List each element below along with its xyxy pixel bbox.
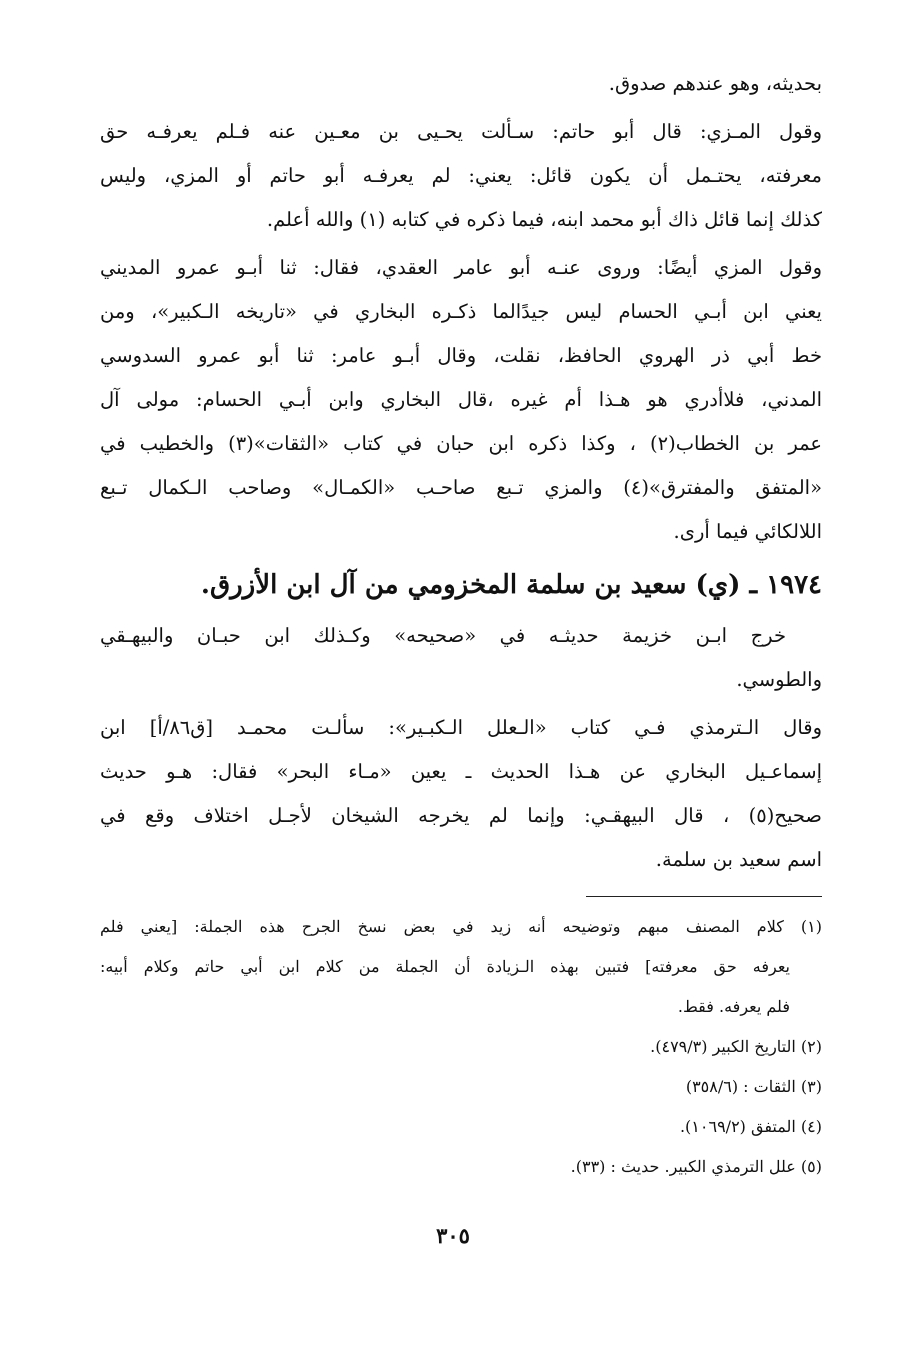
footnote-3: (٣) الثقات : (٣٥٨/٦) — [685, 1077, 822, 1096]
footnote-line: (١) كلام المصنف مبهم وتوضيحه أنه زيد في بعض نسخ الجرح هذه الجملة: [يعني فلم — [100, 917, 822, 936]
text-line: معرفته، يحتـمل أن يكون قائل: يعني: لم يعرفـه أبو حاتم أو المزي، وليس — [100, 164, 822, 187]
footnote-1 — [100, 907, 822, 1027]
text-line: عمر بن الخطاب(٢) ، وكذا ذكره ابن حبان في كتاب «الثقات»(٣) والخطيب في — [100, 432, 822, 455]
footnote-divider — [586, 896, 822, 897]
paragraph-continuation — [100, 62, 822, 106]
entry-heading: ١٩٧٤ ـ (ي) سعيد بن سلمة المخزومي من آل ابن الأزرق. — [200, 570, 822, 600]
book-page — [100, 62, 822, 1322]
text-line: اللالكائي فيما أرى. — [673, 520, 822, 543]
main-text — [100, 62, 822, 882]
text-line: اسم سعيد بن سلمة. — [655, 848, 822, 871]
text-line: وقال الـترمذي فـي كتاب «الـعلل الـكبـير»: سألـت محمـد [ق٨٦/أ] ابن — [100, 716, 822, 739]
text-line: خط أبي ذر الهروي الحافظ، نقلت، وقال أبـو عامر: ثنا أبو عمرو السدوسي — [100, 344, 822, 367]
text-line: والطوسي. — [736, 668, 822, 691]
paragraph-mizzi-abu-amir — [100, 246, 822, 554]
text-line: يعني ابن أبـي الحسام ليس جيدًالما ذكـره البخاري في «تاريخه الـكبير»، ومن — [100, 300, 822, 323]
text-line: صحيح(٥) ، قال البيهقـي: وإنما لم يخرجه الشيخان لأجـل اختلاف وقع في — [100, 804, 822, 827]
paragraph-ibn-khuzaymah — [100, 614, 822, 702]
footnote-2: (٢) التاريخ الكبير (٤٧٩/٣). — [650, 1037, 822, 1056]
footnote-line: فلم يعرفه. فقط. — [677, 997, 790, 1016]
text-line: «المتفق والمفترق»(٤) والمزي تـبع صاحـب «الكمـال» وصاحب الـكمال تـبع — [100, 476, 822, 499]
text-line: المدني، فلاأدري هو هـذا أم غيره ،قال البخاري وابن أبـي الحسام: مولى آل — [100, 388, 822, 411]
text-line: إسماعـيل البخاري عن هـذا الحديث ـ يعين «مـاء البحر» فقال: هـو حديث — [100, 760, 822, 783]
footnote-line: يعرفه حق معرفته] فتبين بهذه الـزيادة أن الجملة من كلام ابن أبي حاتم وكلام أبيه: — [100, 957, 790, 976]
text-line: كذلك إنما قائل ذاك أبو محمد ابنه، فيما ذكره في كتابه (١) والله أعلم. — [266, 208, 822, 231]
text-line: وقول المـزي: قال أبو حاتم: سـألت يحـيى بن معـين عنه فـلم يعرفـه حق — [100, 120, 822, 143]
footnote-5: (٥) علل الترمذي الكبير. حديث : (٣٣). — [570, 1157, 822, 1176]
text-line: وقول المزي أيضًا: وروى عنـه أبو عامر العقدي، فقال: ثنا أبـو عمرو المديني — [100, 256, 822, 279]
paragraph-mizzi-abu-hatim — [100, 110, 822, 242]
text-line: بحديثه، وهو عندهم صدوق. — [608, 72, 822, 95]
paragraph-tirmidhi — [100, 706, 822, 882]
footnotes — [100, 907, 822, 1187]
text-line: خرج ابـن خزيمة حديثـه في «صحيحه» وكـذلك ابن حبـان والبيهـقي — [100, 624, 786, 647]
page-number: ٣٠٥ — [436, 1223, 470, 1248]
footnote-4: (٤) المتفق (١٠٦٩/٢). — [679, 1117, 822, 1136]
